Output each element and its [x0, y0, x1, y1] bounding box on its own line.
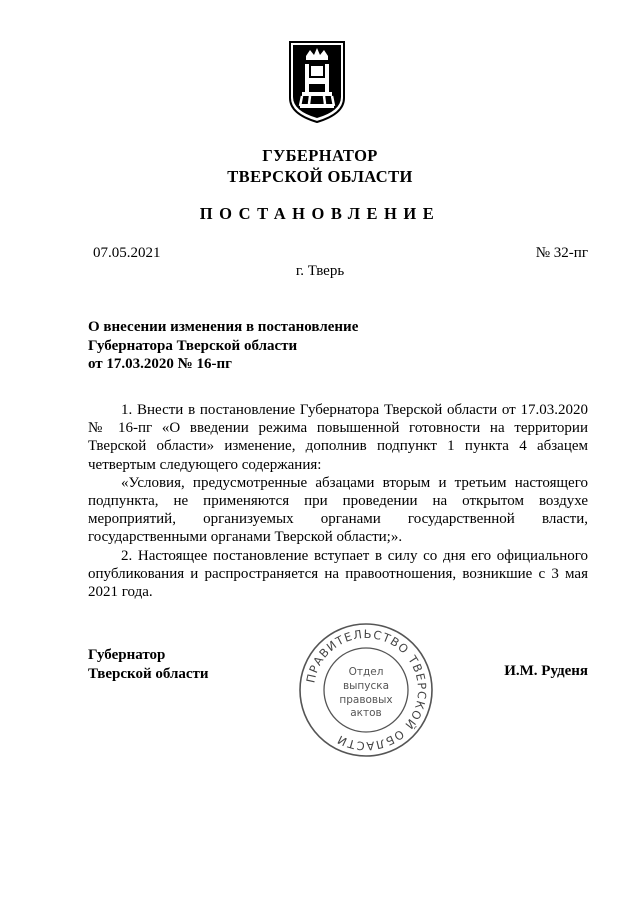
document-date: 07.05.2021 [93, 245, 161, 261]
document-subject [88, 318, 418, 374]
subject-line: О внесении изменения в постановление [88, 319, 359, 335]
document-type-heading: ПОСТАНОВЛЕНИЕ [199, 204, 441, 223]
issuer-title-line1: ГУБЕРНАТОР [262, 146, 378, 165]
body-paragraph-3: 2. Настоящее постановление вступает в силу со дня его официального опубликования и распространяется на правоотношения, возникшие с 3 мая 2021 года. [88, 547, 588, 601]
signatory-position [88, 646, 209, 683]
document-city: г. Тверь [295, 263, 345, 279]
tver-coat-of-arms-icon [288, 40, 346, 124]
stamp-inner-line: Отдел [348, 666, 384, 678]
signatory-position-line: Губернатор [88, 647, 166, 663]
stamp-inner-line: актов [350, 707, 382, 719]
subject-line: Губернатора Тверской области [88, 337, 298, 354]
body-paragraph-1: 1. Внести в постановление Губернатора Тверской области от 17.03.2020 № 16-пг «О введении режима повышенной готовности на территории Тверской области» изменение, дополнив подпункт 1 пункта 4 абзацем четвертым следующего содержания: [88, 402, 588, 473]
stamp-inner-line: правовых [339, 694, 393, 706]
subject-line: от 17.03.2020 № 16-пг [88, 356, 232, 372]
document-number: № 32-пг [535, 245, 588, 261]
stamp-ring-text: ПРАВИТЕЛЬСТВО ТВЕРСКОЙ ОБЛАСТИ [303, 626, 430, 754]
body-paragraph-2: «Условия, предусмотренные абзацами вторым и третьим настоящего подпункта, не применяются при проведении на открытом воздухе мероприятий, организуемых органами государственной власти, государственными органами Тверской области;». [88, 474, 588, 546]
stamp-inner-line: выпуска [342, 680, 390, 692]
issuer-title-line2: ТВЕРСКОЙ ОБЛАСТИ [227, 167, 413, 186]
document-body [88, 401, 588, 601]
signatory-position-line: Тверской области [88, 665, 209, 682]
official-stamp-icon [297, 621, 435, 759]
signatory-name: И.М. Руденя [504, 663, 588, 679]
